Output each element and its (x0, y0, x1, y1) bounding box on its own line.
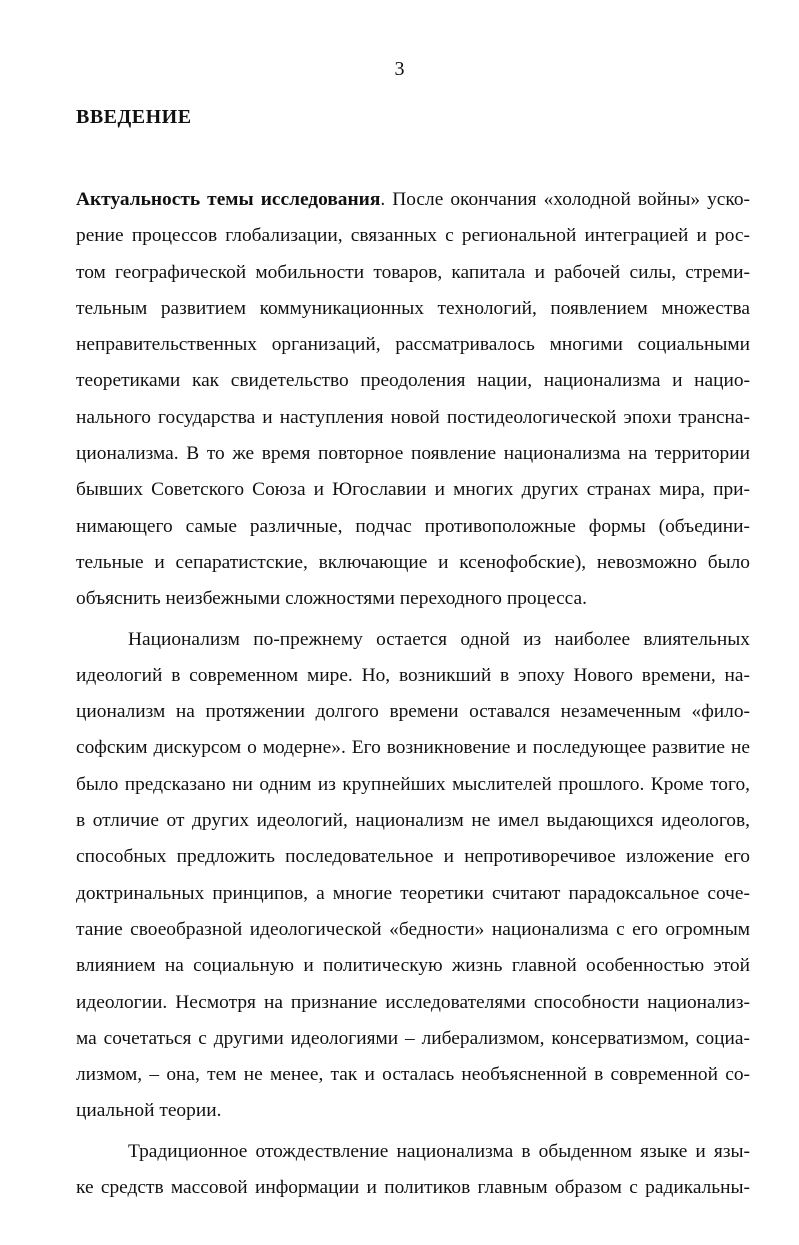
text-line: объяснить неизбежными сложностями переходного процесса. (76, 588, 587, 610)
section-heading: ВВЕДЕНИЕ (76, 106, 192, 128)
text-line: ционализма. В то же время повторное появление национализма на территории (76, 443, 750, 465)
text-line: тельным развитием коммуникационных технологий, появлением множества (76, 297, 750, 319)
text-line: ционализм на протяжении долгого времени оставался незамеченным «фило- (76, 701, 750, 723)
text-line: рение процессов глобализации, связанных с региональной интеграцией и рос- (76, 225, 750, 247)
text-line: ма сочетаться с другими идеологиями – либерализмом, консерватизмом, социа- (76, 1027, 750, 1049)
text-line: том географической мобильности товаров, капитала и рабочей силы, стреми- (76, 261, 750, 283)
text-line: способных предложить последовательное и непротиворечивое изложение его (76, 846, 750, 868)
text-line: было предсказано ни одним из крупнейших мыслителей прошлого. Кроме того, (76, 773, 750, 795)
text-line: лизмом, – она, тем не менее, так и осталась необъясненной в современной со- (76, 1064, 750, 1086)
text-line: Национализм по-прежнему остается одной из наиболее влиятельных (128, 628, 750, 650)
text-line: тельные и сепаратистские, включающие и ксенофобские), невозможно было (76, 551, 750, 573)
paragraph-traditional-identification (76, 1134, 750, 1207)
page-number: 3 (394, 58, 405, 80)
text-line: нального государства и наступления новой постидеологической эпохи трансна- (76, 406, 750, 428)
text-line: влиянием на социальную и политическую жизнь главной особенностью этой (76, 955, 750, 977)
text-line: неправительственных организаций, рассматривалось многими социальными (76, 334, 750, 356)
lead-continuation: . После окончания «холодной войны» уско- (380, 189, 750, 210)
text-line: идеологий в современном мире. Но, возникший в эпоху Нового времени, на- (76, 664, 750, 686)
paragraph-relevance (76, 182, 750, 618)
text-line: Традиционное отождествление национализма в обыденном языке и язы- (128, 1140, 750, 1162)
text-line: софским дискурсом о модерне». Его возникновение и последующее развитие не (76, 737, 750, 759)
text-line: нимающего самые различные, подчас противоположные формы (объедини- (76, 515, 750, 537)
text-line (76, 182, 750, 218)
body-text (76, 182, 750, 1206)
lead-phrase: Актуальность темы исследования (76, 189, 381, 210)
text-line: ке средств массовой информации и политиков главным образом с радикальны- (76, 1177, 750, 1199)
text-line: тание своеобразной идеологической «бедности» национализма с его огромным (76, 918, 750, 940)
text-line: теоретиками как свидетельство преодоления нации, национализма и нацио- (76, 370, 750, 392)
paragraph-nationalism (76, 622, 750, 1130)
text-line: циальной теории. (76, 1100, 222, 1122)
text-line: идеологии. Несмотря на признание исследователями способности национализ- (76, 991, 750, 1013)
text-line: доктринальных принципов, а многие теоретики считают парадоксальное соче- (76, 882, 750, 904)
text-line: бывших Советского Союза и Югославии и многих других странах мира, при- (76, 479, 750, 501)
text-line: в отличие от других идеологий, национализм не имел выдающихся идеологов, (76, 810, 750, 832)
